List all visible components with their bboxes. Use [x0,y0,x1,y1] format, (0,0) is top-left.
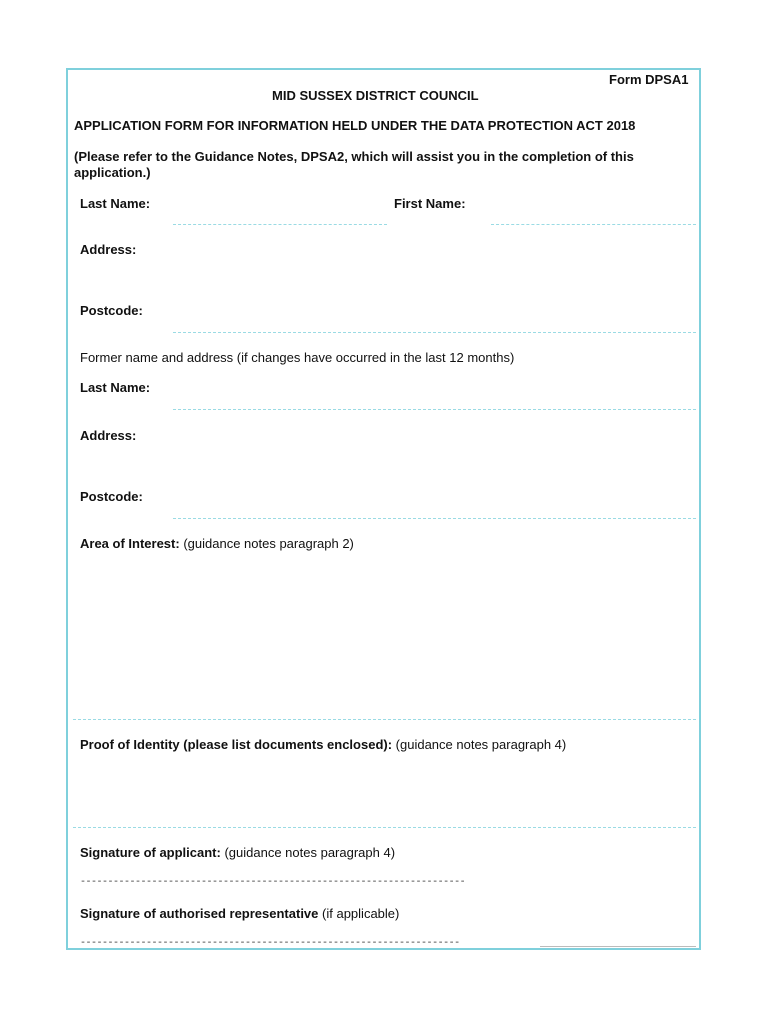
area-of-interest-row [80,536,354,551]
signature-rep-hint: (if applicable) [322,906,400,921]
area-of-interest-field[interactable] [74,556,696,716]
last-name-label: Last Name: [80,196,151,211]
first-name-label: First Name: [394,196,466,211]
postcode-field[interactable] [173,332,696,333]
former-address-field[interactable] [173,426,696,481]
former-last-name-field[interactable] [173,409,696,410]
area-of-interest-hint: (guidance notes paragraph 2) [183,536,354,551]
former-postcode-label: Postcode: [80,489,143,504]
area-divider [73,719,696,720]
address-label: Address: [80,242,137,257]
form-id: Form DPSA1 [609,72,689,87]
signature-rep-label: Signature of authorised representative [80,906,319,921]
postcode-label: Postcode: [80,303,143,318]
signature-applicant-line[interactable]: ---------------------------------------------------------------------- [80,877,466,888]
council-name: MID SUSSEX DISTRICT COUNCIL [272,88,479,103]
proof-divider [73,827,696,828]
signature-rep-line[interactable]: --------------------------------------------------------------------- [80,938,460,949]
signature-applicant-label: Signature of applicant: [80,845,221,860]
former-last-name-label: Last Name: [80,380,151,395]
guidance-note-line1: (Please refer to the Guidance Notes, DPSA2, which will assist you in the completion of this [74,149,634,164]
guidance-note-line2: application.) [74,165,151,180]
proof-of-identity-row [80,737,566,752]
first-name-field[interactable] [491,224,696,225]
former-address-label: Address: [80,428,137,443]
proof-of-identity-field[interactable] [74,757,696,823]
former-heading: Former name and address (if changes have occurred in the last 12 months) [80,350,515,365]
area-of-interest-label: Area of Interest: [80,536,180,551]
signature-applicant-hint: (guidance notes paragraph 4) [224,845,396,860]
bottom-rule [540,946,696,947]
proof-of-identity-label: Proof of Identity (please list documents enclosed): [80,737,393,752]
signature-rep-row [80,906,399,921]
address-field[interactable] [173,240,696,295]
proof-of-identity-hint: (guidance notes paragraph 4) [395,737,567,752]
form-title: APPLICATION FORM FOR INFORMATION HELD UNDER THE DATA PROTECTION ACT 2018 [74,118,636,133]
signature-applicant-row [80,845,395,860]
last-name-field[interactable] [173,224,387,225]
former-postcode-field[interactable] [173,518,696,519]
